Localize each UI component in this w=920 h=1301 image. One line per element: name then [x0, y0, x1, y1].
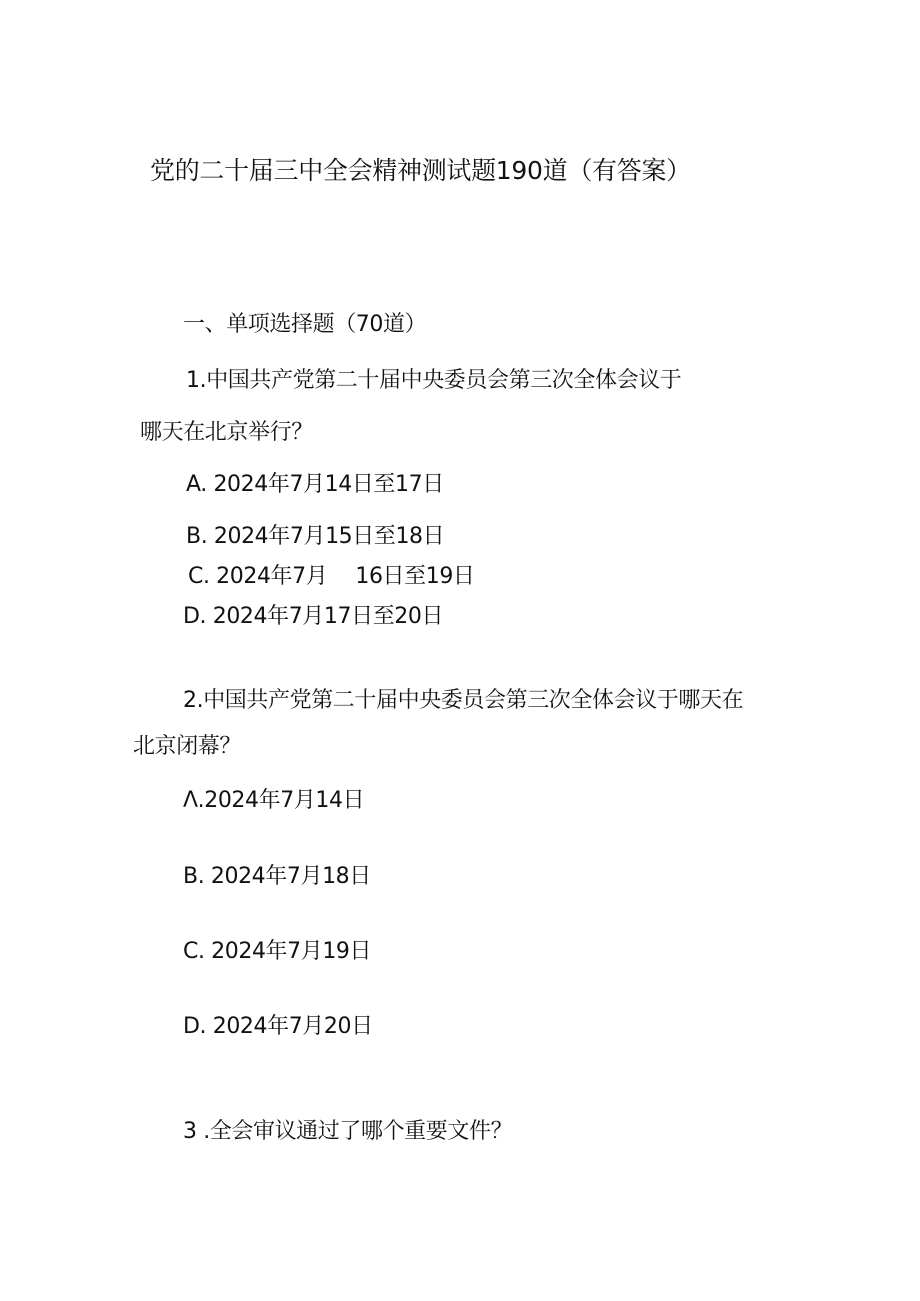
- option-b: B. 2024年7月15日至18日: [186, 524, 445, 549]
- section-heading: 一、单项选择题（70道）: [183, 312, 427, 337]
- question-stem-line: 3 .全会审议通过了哪个重要文件？: [183, 1119, 513, 1144]
- option-c: [188, 566, 475, 588]
- option-c-tail: 16日至19日: [355, 564, 475, 589]
- option-d: D. 2024年7月17日至20日: [183, 604, 444, 629]
- question-stem-line: 哪天在北京举行？: [140, 420, 313, 445]
- question-stem-line: 2.中国共产党第二十届中央委员会第三次全体会议于哪天在: [183, 688, 744, 713]
- option-a: A. 2024年7月14日至17日: [186, 472, 444, 497]
- option-b: B. 2024年7月18日: [183, 864, 371, 889]
- question-stem-line: 北京闭幕？: [133, 734, 242, 759]
- option-c-head: C. 2024年7月: [188, 564, 328, 589]
- option-d: D. 2024年7月20日: [183, 1014, 373, 1039]
- question-stem-line: 1.中国共产党第二十届中央委员会第三次全体会议于: [186, 368, 682, 393]
- option-c: C. 2024年7月19日: [183, 939, 372, 964]
- page-title: 党的二十届三中全会精神测试题190道（有答案）: [150, 156, 691, 185]
- option-a: Λ.2024年7月14日: [183, 788, 365, 813]
